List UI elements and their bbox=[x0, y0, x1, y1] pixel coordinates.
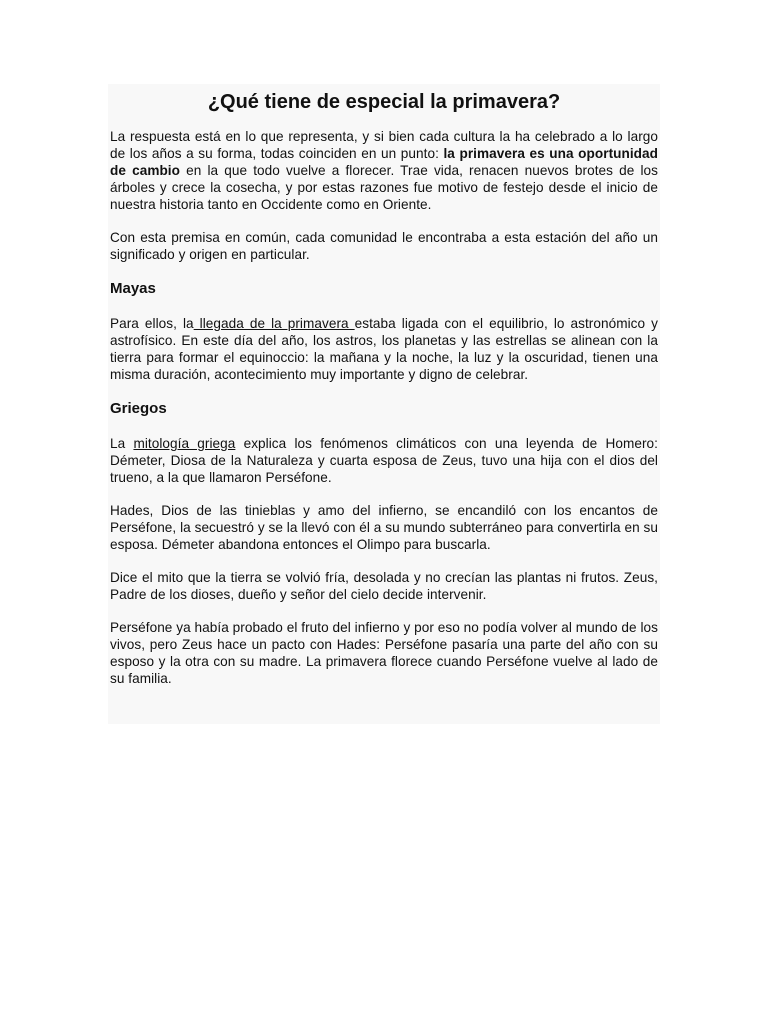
mayas-paragraph bbox=[110, 315, 658, 383]
document-page bbox=[108, 84, 660, 724]
intro-bold-phrase: la primavera es una oportunidad de cambio bbox=[110, 146, 658, 178]
griegos-paragraph-2: Hades, Dios de las tinieblas y amo del infierno, se encandiló con los encantos de Perséfone, la secuestró y se la llevó con él a su mundo subterráneo para convertirla en su esposa. Démeter abandona entonces el Olimpo para buscarla. bbox=[110, 503, 658, 552]
section-heading-mayas: Mayas bbox=[110, 280, 156, 297]
mayas-text-start: Para ellos, la bbox=[110, 316, 194, 331]
document-title: ¿Qué tiene de especial la primavera? bbox=[207, 91, 561, 113]
mitologia-griega-link[interactable]: mitología griega bbox=[133, 436, 236, 451]
griegos-paragraph-1 bbox=[110, 435, 658, 486]
mayas-text-end: estaba ligada con el equilibrio, lo astronómico y astrofísico. En este día del año, los astros, los planetas y las estrellas se alinean con la tierra para formar el equinoccio: la mañana y la noche, la luz y la oscuridad, tienen una misma duración, acontecimiento muy importante y digno de celebrar. bbox=[110, 316, 658, 382]
griegos-p1-text-start: La bbox=[110, 436, 134, 451]
griegos-paragraph-3: Dice el mito que la tierra se volvió fría, desolada y no crecían las plantas ni frutos. Zeus, Padre de los dioses, dueño y señor del cielo decide intervenir. bbox=[110, 570, 658, 602]
section-heading-griegos: Griegos bbox=[110, 400, 167, 417]
intro-paragraph bbox=[110, 128, 658, 213]
llegada-primavera-link[interactable]: llegada de la primavera bbox=[193, 316, 355, 331]
griegos-p1-text-end: explica los fenómenos climáticos con una leyenda de Homero: Démeter, Diosa de la Naturaleza y cuarta esposa de Zeus, tuvo una hija con el dios del trueno, a la que llamaron Perséfone. bbox=[110, 436, 658, 485]
intro-text-start: La respuesta está en lo que representa, y si bien cada cultura la ha celebrado a lo largo de los años a su forma, todas coinciden en un punto: bbox=[110, 129, 658, 161]
premise-paragraph: Con esta premisa en común, cada comunidad le encontraba a esta estación del año un significado y origen en particular. bbox=[110, 230, 658, 262]
griegos-paragraph-4: Perséfone ya había probado el fruto del infierno y por eso no podía volver al mundo de los vivos, pero Zeus hace un pacto con Hades: Perséfone pasaría una parte del año con su esposo y la otra con su madre. La primavera florece cuando Perséfone vuelve al lado de su familia. bbox=[110, 620, 658, 686]
intro-text-end: en la que todo vuelve a florecer. Trae vida, renacen nuevos brotes de los árboles y crece la cosecha, y por estas razones fue motivo de festejo desde el inicio de nuestra historia tanto en Occidente como en Oriente. bbox=[110, 163, 658, 212]
